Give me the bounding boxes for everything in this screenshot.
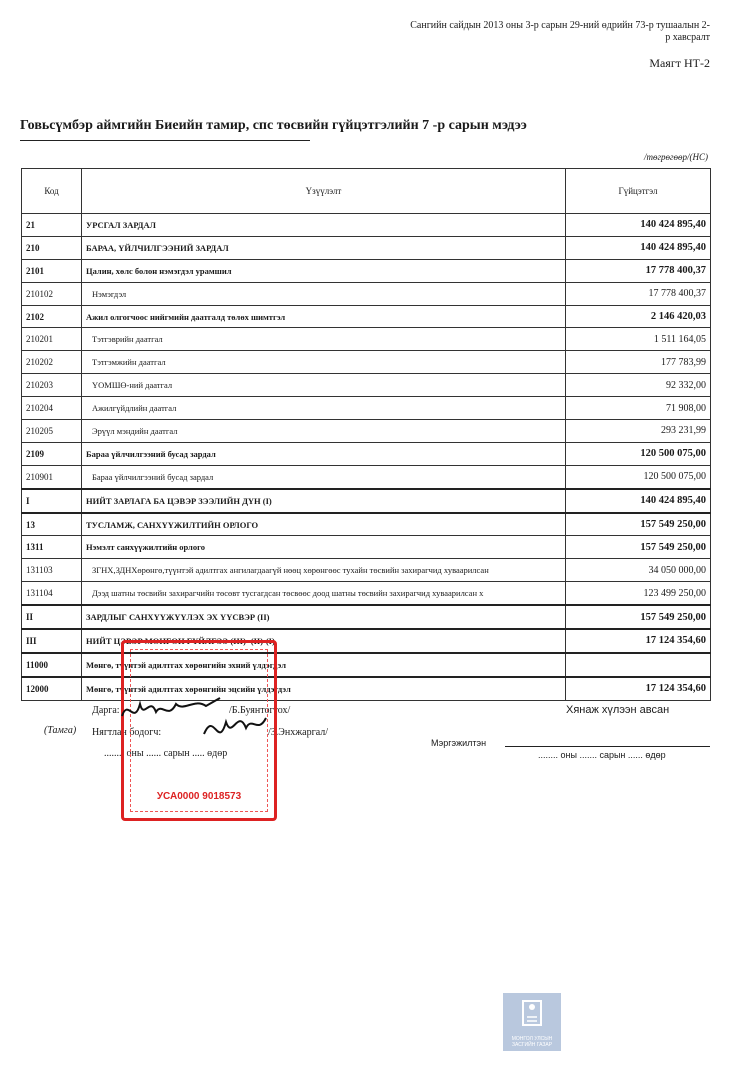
row-amount: 157 549 250,00 [566, 605, 711, 629]
row-code: 131103 [22, 559, 82, 582]
row-amount: 293 231,99 [566, 420, 711, 443]
table-row [22, 214, 711, 237]
row-name: Нэмэлт санхүүжилтийн орлого [82, 536, 566, 559]
row-amount: 17 778 400,37 [566, 282, 711, 305]
row-name: ҮОМШӨ-ний даатгал [82, 374, 566, 397]
table-row [22, 259, 711, 282]
specialist-signature-line [505, 746, 710, 747]
table-row [22, 442, 711, 465]
table-row [22, 328, 711, 351]
table-row [22, 605, 711, 629]
row-amount: 157 549 250,00 [566, 513, 711, 536]
row-name: Ажилгүйдлийн даатгал [82, 397, 566, 420]
header-name: Үзүүлэлт [82, 169, 566, 214]
row-amount: 157 549 250,00 [566, 536, 711, 559]
header-amount: Гүйцэтгэл [566, 169, 711, 214]
row-name: УРСГАЛ ЗАРДАЛ [82, 214, 566, 237]
table-row [22, 397, 711, 420]
row-name: ЗАРДЛЫГ САНХҮҮЖҮҮЛЭХ ЭХ ҮҮСВЭР (II) [82, 605, 566, 629]
header-code: Код [22, 169, 82, 214]
row-name: НИЙТ ЦЭВЭР МӨНГӨН ГҮЙЛГЭЭ (III)=(II)-(I) [82, 629, 566, 653]
row-name: Мөнгө, түүнтэй адилтгах хөрөнгийн эцсийн үлдэгдэл [82, 677, 566, 700]
table-header-row [22, 169, 711, 214]
report-table [21, 168, 711, 701]
row-name: Дээд шатны төсвийн захирагчийн төсөвт тусгагдсан төсвөөс доод шатны төсвийн захирагчид хуваарилсан х [82, 582, 566, 605]
row-amount: 17 124 354,60 [566, 629, 711, 653]
stamp-label: (Тамга) [44, 725, 77, 736]
signature-date-line: ........ оны ...... сарын ..... өдөр [104, 748, 228, 759]
specialist-label: Мэргэжилтэн [431, 738, 487, 748]
row-amount: 120 500 075,00 [566, 442, 711, 465]
row-amount: 177 783,99 [566, 351, 711, 374]
table-row [22, 374, 711, 397]
handwritten-signatures [110, 690, 310, 760]
row-code: I [22, 489, 82, 513]
row-code: III [22, 629, 82, 653]
table-row [22, 305, 711, 328]
form-code: Маягт НТ-2 [649, 56, 710, 70]
row-name: НИЙТ ЗАРЛАГА БА ЦЭВЭР ЗЭЭЛИЙН ДҮН (I) [82, 489, 566, 513]
document-title: Говьсүмбэр аймгийн Биеийн тамир, спс төсвийн гүйцэтгэлийн 7 -р сарын мэдээ [20, 118, 527, 133]
row-name: ТУСЛАМЖ, САНХҮҮЖИЛТИЙН ОРЛОГО [82, 513, 566, 536]
row-code: 210102 [22, 282, 82, 305]
logo-text: МОНГОЛ УЛСЫН ЗАСГИЙН ГАЗАР [511, 1036, 553, 1048]
row-amount: 140 424 895,40 [566, 489, 711, 513]
row-code: 2109 [22, 442, 82, 465]
row-code: 210205 [22, 420, 82, 443]
row-name: БАРАА, ҮЙЛЧИЛГЭЭНИЙ ЗАРДАЛ [82, 236, 566, 259]
soyombo-icon [503, 993, 561, 1031]
row-code: 210202 [22, 351, 82, 374]
row-name: Бараа үйлчилгээний бусад зардал [82, 465, 566, 488]
accountant-label: Нягтлан бодогч: [92, 727, 162, 738]
row-amount: 120 500 075,00 [566, 465, 711, 488]
row-amount: 34 050 000,00 [566, 559, 711, 582]
row-code: 210203 [22, 374, 82, 397]
accountant-signature [204, 718, 266, 734]
row-code: 210 [22, 236, 82, 259]
row-name: Эрүүл мэндийн даатгал [82, 420, 566, 443]
government-logo [503, 993, 561, 1051]
table-row [22, 536, 711, 559]
row-code: 1311 [22, 536, 82, 559]
row-amount: 1 511 164,05 [566, 328, 711, 351]
table-row [22, 236, 711, 259]
report-body [22, 214, 711, 701]
review-label: Хянаж хүлээн авсан [566, 704, 670, 716]
row-name: Тэтгэврийн даатгал [82, 328, 566, 351]
review-date-line: ........ оны ....... сарын ...... өдөр [538, 750, 666, 760]
title-underline [20, 140, 310, 141]
row-amount: 71 908,00 [566, 397, 711, 420]
table-row [22, 465, 711, 488]
row-code: 13 [22, 513, 82, 536]
row-code: 21 [22, 214, 82, 237]
stamp-code: УСА0000 9018573 [156, 791, 242, 802]
row-name: Ажил олгогчоос нийгмийн даатгалд төлөх шимтгэл [82, 305, 566, 328]
row-amount: 17 124 354,60 [566, 677, 711, 700]
row-amount: 17 778 400,37 [566, 259, 711, 282]
row-code: 11000 [22, 653, 82, 677]
row-code: 12000 [22, 677, 82, 700]
table-row [22, 282, 711, 305]
row-amount: 92 332,00 [566, 374, 711, 397]
row-code: 2102 [22, 305, 82, 328]
row-code: 210204 [22, 397, 82, 420]
row-name: Цалин, хөлс болон нэмэгдэл урамшил [82, 259, 566, 282]
director-signature [122, 698, 220, 716]
row-name: Нэмэгдэл [82, 282, 566, 305]
table-row [22, 420, 711, 443]
row-amount: 140 424 895,40 [566, 236, 711, 259]
director-label: Дарга: [92, 705, 120, 716]
row-code: II [22, 605, 82, 629]
row-code: 131104 [22, 582, 82, 605]
director-name: /Б.Буянтогтох/ [229, 705, 291, 716]
accountant-name: /З.Энхжаргал/ [268, 727, 328, 738]
row-code: 210201 [22, 328, 82, 351]
table-row [22, 513, 711, 536]
unit-label: /төгрөгөөр/(НС) [643, 152, 708, 162]
row-amount: 2 146 420,03 [566, 305, 711, 328]
row-name: Мөнгө, түүнтэй адилтгах хөрөнгийн эхний үлдэгдэл [82, 653, 566, 677]
row-code: 210901 [22, 465, 82, 488]
table-row [22, 489, 711, 513]
header-note: Сангийн сайдын 2013 оны 3-р сарын 29-ний өдрийн 73-р тушаалын 2-р хавсралт [410, 20, 710, 43]
row-code: 2101 [22, 259, 82, 282]
row-name: ЗГНХ,ЗДНХөрөнгө,түүнтэй адилтгах ангилагдаагүй нөөц хөрөнгөөс тухайн төсвийн захирагчид хуваарилсан [82, 559, 566, 582]
row-name: Тэтгэмжийн даатгал [82, 351, 566, 374]
table-row [22, 351, 711, 374]
row-name: Бараа үйлчилгээний бусад зардал [82, 442, 566, 465]
row-amount: 123 499 250,00 [566, 582, 711, 605]
table-row [22, 559, 711, 582]
table-row [22, 582, 711, 605]
row-amount: 140 424 895,40 [566, 214, 711, 237]
row-amount [566, 653, 711, 677]
